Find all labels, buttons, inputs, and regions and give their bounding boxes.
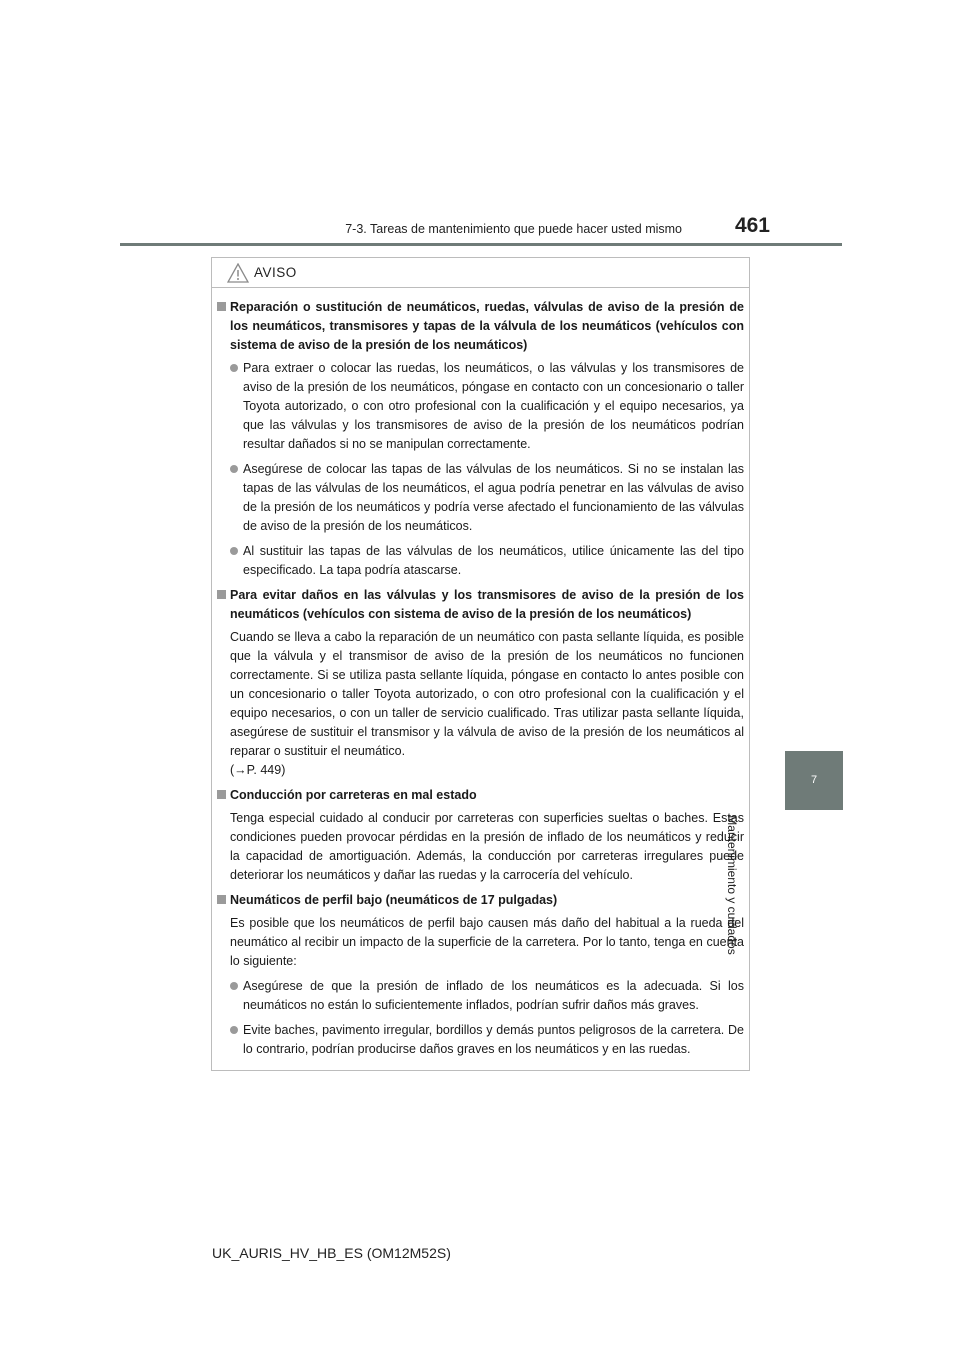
list-item: Evite baches, pavimento irregular, bordillos y demás puntos peligrosos de la carretera. De lo contrario, podrían producirse daños graves en los neumáticos y en las ruedas. (217, 1021, 744, 1059)
list-item: Asegúrese de que la presión de inflado de los neumáticos es la adecuada. Si los neumáticos no están lo suficientemente inflados, podrían sufrir daños más graves. (217, 977, 744, 1015)
section-title: 7-3. Tareas de mantenimiento que puede hacer usted mismo (345, 222, 682, 236)
section-paragraph: Tenga especial cuidado al conducir por carreteras con superficies sueltas o baches. Estas condiciones pueden provocar pérdidas en la presión de inflado de los neumáticos y reducir la capacidad de amortiguación. Además, la conducción por carreteras irregulares puede deteriorar los neumáticos y dañar las ruedas y la carrocería del vehículo. (230, 811, 744, 882)
list-item: Al sustituir las tapas de las válvulas de los neumáticos, utilice únicamente las del tipo especificado. La tapa podría atascarse. (217, 542, 744, 580)
document-code: UK_AURIS_HV_HB_ES (OM12M52S) (212, 1245, 451, 1261)
header-divider (120, 243, 842, 246)
circle-bullet-icon (230, 547, 238, 555)
section-heading: Neumáticos de perfil bajo (neumáticos de 17 pulgadas) (217, 891, 744, 910)
list-item: Para extraer o colocar las ruedas, los neumáticos, o las válvulas y los transmisores de aviso de la presión de los neumáticos, póngase en contacto con un concesionario o taller Toyota autorizado, o con otro profesional con la cualificación y el equipo necesarios, ya que las válvulas y los transmisores de aviso de la presión de los neumáticos podrían resultar dañados si no se manipulan correctamente. (217, 359, 744, 454)
circle-bullet-icon (230, 465, 238, 473)
section-heading: Reparación o sustitución de neumáticos, ruedas, válvulas de aviso de la presión de los neumáticos, transmisores y tapas de la válvula de los neumáticos (vehículos con sistema de aviso de la presión de los neumáticos) (217, 298, 744, 355)
circle-bullet-icon (230, 982, 238, 990)
square-bullet-icon (217, 895, 226, 904)
square-bullet-icon (217, 302, 226, 311)
warning-triangle-icon (227, 263, 249, 288)
warning-box (211, 257, 750, 1071)
square-bullet-icon (217, 590, 226, 599)
list-item: Asegúrese de colocar las tapas de las válvulas de los neumáticos. Si no se instalan las tapas de las válvulas de los neumáticos, el agua podría penetrar en las válvulas de aviso de la presión de los neumáticos y podría verse afectado el funcionamiento de las válvulas de aviso de la presión de los neumáticos. (217, 460, 744, 536)
chapter-side-label: Mantenimiento y cuidados (725, 815, 739, 955)
page-number: 461 (734, 214, 770, 237)
page-reference-link[interactable]: (→P. 449) (230, 763, 286, 777)
section-paragraph: Cuando se lleva a cabo la reparación de un neumático con pasta sellante líquida, es posible que la válvula y el transmisor de aviso de la presión de los neumáticos no funcionen correctamente. Si se utiliza pasta sellante líquida, póngase en contacto lo antes posible con un concesionario o taller Toyota autorizado, o con otro profesional con la cualificación y el equipo necesarios, o con un taller de servicio cualificado. Tras utilizar pasta sellante líquida, asegúrese de sustituir el transmisor y la válvula de aviso de la presión de los neumáticos al reparar o sustituir el neumático. (230, 630, 744, 758)
section-paragraph: Es posible que los neumáticos de perfil bajo causen más daño del habitual a la rueda del neumático al recibir un impacto de la superficie de la carretera. Por lo tanto, tenga en cuenta lo siguiente: (230, 916, 744, 968)
circle-bullet-icon (230, 364, 238, 372)
warning-label: AVISO (254, 265, 297, 280)
section-heading: Para evitar daños en las válvulas y los transmisores de aviso de la presión de los neumáticos (vehículos con sistema de aviso de la presión de los neumáticos) (217, 586, 744, 624)
square-bullet-icon (217, 790, 226, 799)
warning-body (217, 298, 744, 1065)
section-heading: Conducción por carreteras en mal estado (217, 786, 744, 805)
warning-header (212, 258, 749, 288)
circle-bullet-icon (230, 1026, 238, 1034)
chapter-tab[interactable]: 7 (785, 751, 843, 810)
